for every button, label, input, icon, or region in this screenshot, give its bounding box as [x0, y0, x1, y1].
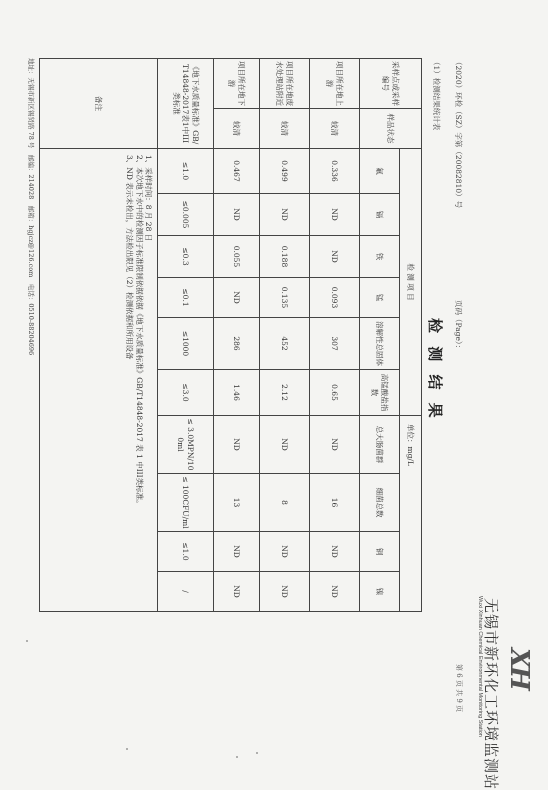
footer-contact: 地址：无锡市新区锡贤路 78 号 邮编：214028 邮箱：hgjcz@126.com 电话：0510-88204696 [27, 58, 35, 356]
value-cell: 1.46 [214, 370, 260, 416]
sample-point: 项目所在地下游 [214, 59, 260, 109]
unit-label: 单位：mg/L [400, 416, 422, 612]
station-logo: XH [504, 648, 534, 689]
value-cell: ND [260, 194, 310, 236]
header-item: 溶解性总固体 [360, 318, 400, 370]
standard-reference: 《地下水质量标准》GB/T14848-2017表1中III类标准 [158, 59, 214, 149]
value-cell: 0.336 [310, 149, 360, 194]
value-cell: 13 [214, 474, 260, 532]
page-label: 页码（Page）： [454, 300, 463, 353]
header-item: 镍 [360, 572, 400, 612]
standard-row [158, 59, 214, 612]
value-cell: 16 [310, 474, 360, 532]
sample-state: 较清 [310, 109, 360, 149]
value-cell: ND [310, 416, 360, 474]
header-item: 锰 [360, 278, 400, 318]
value-cell: 0.65 [310, 370, 360, 416]
value-cell: ND [214, 572, 260, 612]
limit-cell: ≤ 100CFU/ml [158, 474, 214, 532]
limit-cell: ≤1.0 [158, 149, 214, 194]
value-cell: ND [310, 532, 360, 572]
header-sample-point: 采样点或采样编号 [360, 59, 422, 109]
value-cell: 2.12 [260, 370, 310, 416]
remarks-content [40, 149, 158, 612]
sample-point: 项目所在地废水处理站附近 [260, 59, 310, 109]
limit-cell: ≤0.005 [158, 194, 214, 236]
value-cell: 8 [260, 474, 310, 532]
value-cell: ND [214, 278, 260, 318]
value-cell: 286 [214, 318, 260, 370]
remark-line: 1、采样时间：8 月 28 日 [144, 155, 153, 242]
sample-state: 较清 [260, 109, 310, 149]
table-row [310, 59, 360, 612]
report-code: （2020）环检（SZ）字第（20082810）号 [454, 58, 463, 209]
limit-cell: ≤0.1 [158, 278, 214, 318]
value-cell: ND [310, 236, 360, 278]
limit-cell: ≤1.0 [158, 532, 214, 572]
remarks-row [40, 59, 158, 612]
value-cell: 0.467 [214, 149, 260, 194]
page-indicator: 第 6 页 共 9 页 [455, 664, 463, 713]
value-cell: 0.055 [214, 236, 260, 278]
header-item: 高锰酸盐指数 [360, 370, 400, 416]
scan-speck [126, 748, 128, 750]
value-cell: 307 [310, 318, 360, 370]
table-row [260, 59, 310, 612]
org-name-en: Wuxi Xinhuan Chemical Environmental Monitoring Station [477, 596, 483, 737]
header-item: 细菌总数 [360, 474, 400, 532]
results-table [39, 58, 422, 612]
value-cell: 0.093 [310, 278, 360, 318]
header-item: 镉 [360, 194, 400, 236]
value-cell: ND [260, 416, 310, 474]
remarks-label: 备注 [40, 59, 158, 149]
scan-speck [256, 752, 258, 754]
org-name-cn: 无锡市新环化工环境监测站 [482, 598, 500, 790]
limit-cell: / [158, 572, 214, 612]
limit-cell: ≤ 3.0MPN/100ml [158, 416, 214, 474]
header-item: 铁 [360, 236, 400, 278]
table-row [214, 59, 260, 612]
remark-line: 2、本次地下水中的检测因子标准限制依据依据《地下水质量标准》GB/T14848-2017 表 1 中III类标准。 [134, 155, 144, 508]
sample-point: 项目所在地上游 [310, 59, 360, 109]
header-item: 总大肠菌群 [360, 416, 400, 474]
scan-speck [26, 640, 28, 642]
value-cell: ND [260, 532, 310, 572]
limit-cell: ≤0.3 [158, 236, 214, 278]
value-cell: ND [214, 416, 260, 474]
value-cell: ND [214, 194, 260, 236]
value-cell: ND [310, 194, 360, 236]
header-item: 铜 [360, 532, 400, 572]
value-cell: ND [260, 572, 310, 612]
value-cell: 0.499 [260, 149, 310, 194]
value-cell: 0.188 [260, 236, 310, 278]
value-cell: ND [310, 572, 360, 612]
remark-line: 3、ND 表示未检出，方法检出限见（2）检测依据和所用设备 [125, 155, 135, 360]
page-title: 检 测 结 果 [426, 318, 444, 422]
scan-speck [236, 756, 238, 758]
header-item: 氟 [360, 149, 400, 194]
limit-cell: ≤3.0 [158, 370, 214, 416]
header-items-group: 检 测 项 目 [400, 149, 422, 416]
value-cell: 0.135 [260, 278, 310, 318]
section-label: （1）检测结果统计表 [432, 58, 441, 131]
value-cell: 452 [260, 318, 310, 370]
header-sample-state: 样品状态 [360, 109, 422, 149]
sample-state: 较清 [214, 109, 260, 149]
value-cell: ND [214, 532, 260, 572]
limit-cell: ≤1000 [158, 318, 214, 370]
